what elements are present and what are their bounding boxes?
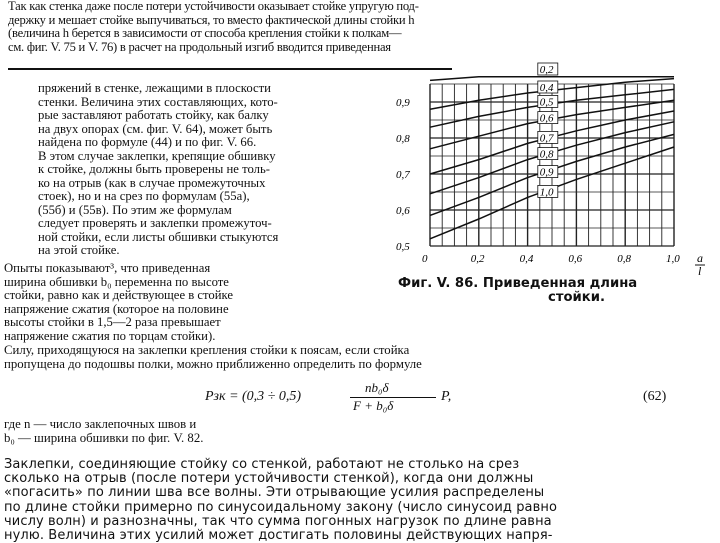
formula-definitions bbox=[4, 417, 203, 445]
para-line: напряжение сжатия по торцам стойки). bbox=[4, 328, 216, 343]
para-line: напряжение сжатия (которое на половине bbox=[4, 301, 229, 316]
where-line: где n — число заклепочных швов и bbox=[4, 417, 197, 431]
paragraph-rivets bbox=[4, 458, 720, 543]
x-tick-label: 0,6 bbox=[568, 253, 583, 265]
left-line: следует проверять и заклепки промежуточ- bbox=[38, 216, 272, 230]
x-axis-label bbox=[695, 251, 705, 278]
para-line: ширина обшивки b₀ переменна по высоте bbox=[4, 274, 229, 289]
para-line: сколько на отрыв (после потери устойчивости стенкой), когда они должны bbox=[4, 471, 534, 487]
left-line: рые заставляют работать стойку, как балку bbox=[38, 108, 269, 122]
curve-label: 0,9 bbox=[539, 166, 554, 179]
para-line: «погасить» по линии шва все волны. Эти отрывающие усилия распределены bbox=[4, 485, 545, 501]
left-line: найдена по формуле (44) и по фиг. V. 66. bbox=[38, 135, 257, 149]
curve-labels bbox=[538, 63, 558, 198]
left-column-text bbox=[38, 82, 383, 258]
where-line: b₀ — ширина обшивки по фиг. V. 82. bbox=[4, 431, 204, 445]
left-line: пряжений в стенке, лежащими в плоскости bbox=[38, 81, 271, 95]
experiments-paragraph bbox=[4, 262, 384, 344]
caption-line: стойки. bbox=[548, 290, 605, 305]
formula-denominator: F + b₀δ bbox=[353, 398, 394, 413]
y-tick-label: 0,6 bbox=[396, 205, 410, 217]
curve-label: 1,0 bbox=[539, 186, 554, 199]
y-tick-label: 0,8 bbox=[396, 133, 410, 145]
curve-label: 0,2 bbox=[539, 64, 554, 76]
x-axis-label-denominator: l bbox=[698, 264, 702, 278]
y-tick-label: 0,7 bbox=[396, 169, 410, 181]
formula-rhs: P, bbox=[441, 389, 452, 404]
formula-lhs: Pзк = (0,3 ÷ 0,5) bbox=[205, 389, 302, 404]
left-line: на этой стойке. bbox=[38, 243, 120, 257]
x-tick-label: 0,2 bbox=[470, 253, 485, 265]
top-text-block bbox=[8, 0, 452, 68]
series-line bbox=[430, 77, 674, 81]
x-tick-label: 0 bbox=[422, 253, 428, 265]
left-line: к стойке, должны быть проверены не толь- bbox=[38, 162, 270, 176]
para-line: Заклепки, соединяющие стойку со стенкой, работают не столько на срез bbox=[4, 457, 520, 472]
top-line: Так как стенка даже после потери устойчивости оказывает стойке упругую под- bbox=[8, 0, 419, 13]
x-tick-labels bbox=[422, 253, 680, 265]
left-line: (55б) и (55в). По этим же формулам bbox=[38, 202, 232, 217]
para-line: числу волн) и разнозначны, так что сумма погонных нагрузок по длине равна bbox=[4, 513, 552, 529]
formula-number: (62) bbox=[643, 389, 667, 404]
left-line: стоек), но и на срез по формулам (55а), bbox=[38, 189, 250, 203]
para-line: нулю. Величина этих усилий может достигать половины действующих напря- bbox=[4, 528, 553, 543]
left-line: ко на отрыв (как в случае промежуточных bbox=[38, 175, 266, 190]
top-line: см. фиг. V. 75 и V. 76) в расчет на продольный изгиб вводится приведенная bbox=[8, 39, 391, 54]
caption-line: Фиг. V. 86. Приведенная длина bbox=[398, 276, 638, 291]
formula-62 bbox=[205, 380, 685, 420]
x-tick-label: 0,4 bbox=[519, 253, 534, 265]
left-line: В этом случае заклепки, крепящие обшивку bbox=[38, 148, 276, 163]
para-line: по длине стойки примерно по синусоидальному закону (число синусоид равно bbox=[4, 499, 558, 515]
curve-label: 0,8 bbox=[539, 148, 554, 161]
x-tick-label: 0,8 bbox=[617, 253, 631, 265]
left-line: ной стойки, если листы обшивки стыкуются bbox=[38, 229, 279, 244]
para-line: пропущена до подошвы полки, можно приближенно определить по формуле bbox=[4, 357, 422, 371]
top-line: держку и мешает стойке выпучиваться, то вместо фактической длины стойки h bbox=[8, 12, 415, 27]
para-line: Опыты показывают³, что приведенная bbox=[4, 261, 211, 275]
figure-caption bbox=[398, 277, 637, 305]
curve-label: 0,4 bbox=[539, 82, 554, 94]
para-line: высоты стойки в 1,5—2 раза превышает bbox=[4, 315, 221, 330]
curve-label: 0,6 bbox=[539, 112, 554, 125]
top-line: (величина h берется в зависимости от способа крепления стойки к полкам— bbox=[8, 26, 402, 41]
para-line: Силу, приходящуюся на заклепки крепления стойки к поясам, если стойка bbox=[4, 343, 410, 357]
y-tick-labels bbox=[396, 97, 410, 253]
top-block-divider bbox=[8, 68, 452, 70]
y-tick-label: 0,9 bbox=[396, 97, 410, 109]
curve-label: 0,5 bbox=[539, 96, 554, 109]
y-tick-label: 0,5 bbox=[396, 241, 410, 253]
x-axis-label-numerator: a bbox=[697, 251, 703, 265]
para-line: стойки, равно как и действующее в стойке bbox=[4, 288, 234, 303]
formula-numerator: nb₀δ bbox=[365, 380, 389, 395]
paragraph-force bbox=[4, 343, 704, 371]
reduced-length-chart bbox=[392, 64, 714, 278]
left-line: стенки. Величина этих составляющих, кото- bbox=[38, 94, 278, 109]
x-tick-label: 1,0 bbox=[666, 253, 680, 265]
left-line: на двух опорах (см. фиг. V. 64), может быть bbox=[38, 121, 273, 136]
curve-label: 0,7 bbox=[539, 132, 554, 145]
